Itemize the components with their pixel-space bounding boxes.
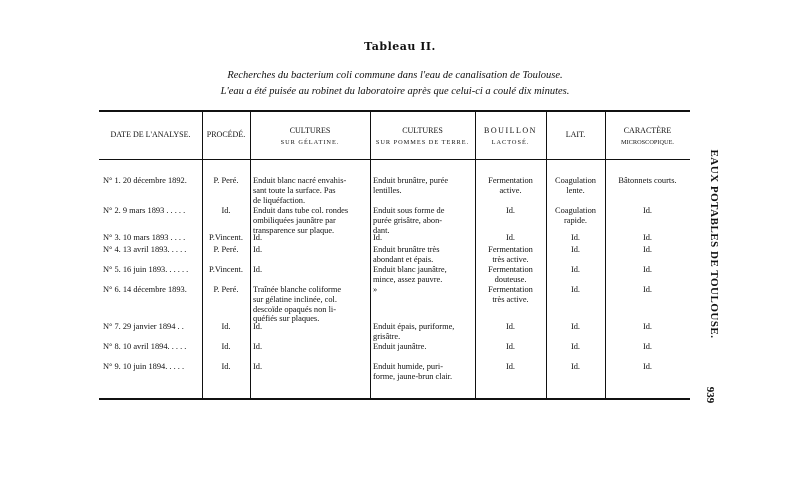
table-cell-gelatine: Id. <box>253 245 263 254</box>
page-number: 939 <box>704 386 716 404</box>
table-cell-gelatine: Traînée blanche coliforme sur gélatine inclinée, col. descoïde opaqués non li- quéfiés sur plaques. <box>253 285 342 324</box>
table-cell-procede: Id. <box>221 322 231 331</box>
table-cell-gelatine: Id. <box>253 265 263 274</box>
table-cell-gelatine: Id. <box>253 322 263 331</box>
table-cell-gelatine: Enduit dans tube col. rondes ombiliquées jaunâtre par transparence sur plaque. <box>253 206 349 235</box>
table-cell-bouillon: Fermentation douteuse. <box>488 265 533 284</box>
column-divider <box>250 112 251 398</box>
header-divider <box>99 159 690 160</box>
table-cell-pommes: Enduit jaunâtre. <box>373 342 427 351</box>
header-pommes: CULTURES SUR POMMES DE TERRE. <box>375 126 470 146</box>
table-cell-date: N° 1. 20 décembre 1892. <box>103 176 187 185</box>
table-cell-lait: Coagulation rapide. <box>555 206 596 225</box>
table-cell-procede: P.Vincent. <box>209 233 243 242</box>
table-cell-lait: Id. <box>570 233 581 242</box>
table-cell-date: N° 6. 14 décembre 1893. <box>103 285 187 294</box>
table-cell-pommes: Enduit sous forme de purée grisâtre, abon- dant. <box>373 206 445 235</box>
table-cell-date: N° 2. 9 mars 1893 . . . . . <box>103 206 186 215</box>
table-cell-date: N° 7. 29 janvier 1894 . . <box>103 322 184 331</box>
table-cell-date: N° 5. 16 juin 1893. . . . . . <box>103 265 189 274</box>
header-caractere: CARACTÈRE MICROSCOPIQUE. <box>620 126 674 146</box>
table-title: Tableau II. <box>364 40 436 53</box>
table-cell-pommes: Enduit brunâtre très abondant et épais. <box>373 245 440 264</box>
table-cell-procede: P. Peré. <box>213 285 239 294</box>
table-subtitle-2: L'eau a été puisée au robinet du laboratoire après que celui-ci a coulé dix minutes. <box>220 86 570 97</box>
table-cell-micro: Id. <box>642 285 653 294</box>
table-cell-micro: Id. <box>642 245 653 254</box>
table-cell-lait: Id. <box>570 245 581 254</box>
table-subtitle-1: Recherches du bacterium coli commune dans l'eau de canalisation de Toulouse. <box>227 70 563 81</box>
header-bouillon: BOUILLON LACTOSÉ. <box>484 126 537 146</box>
table-cell-gelatine: Id. <box>253 233 263 242</box>
table-cell-procede: P. Peré. <box>213 176 239 185</box>
table-cell-gelatine: Id. <box>253 362 263 371</box>
table-cell-micro: Id. <box>642 206 653 215</box>
table-cell-micro: Id. <box>642 322 653 331</box>
table-cell-date: N° 8. 10 avril 1894. . . . . <box>103 342 187 351</box>
table-cell-lait: Coagulation lente. <box>555 176 596 195</box>
table-cell-procede: P.Vincent. <box>209 265 243 274</box>
table-cell-lait: Id. <box>570 322 581 331</box>
column-divider <box>605 112 606 398</box>
header-date: DATE DE L'ANALYSE. <box>110 130 191 139</box>
table-cell-bouillon: Fermentation très active. <box>488 245 533 264</box>
table-cell-micro: Id. <box>642 362 653 371</box>
running-header: EAUX POTABLES DE TOULOUSE. <box>708 149 720 339</box>
header-lait: LAIT. <box>565 130 586 139</box>
table-cell-gelatine: Id. <box>253 342 263 351</box>
table-cell-lait: Id. <box>570 342 581 351</box>
table-cell-micro: Id. <box>642 265 653 274</box>
table-cell-micro: Bâtonnets courts. <box>618 176 677 185</box>
table-cell-date: N° 4. 13 avril 1893. . . . . <box>103 245 187 254</box>
table-cell-procede: P. Peré. <box>213 245 239 254</box>
table-cell-pommes: Enduit humide, puri- forme, jaune-brun clair. <box>373 362 453 381</box>
column-divider <box>546 112 547 398</box>
table-cell-date: N° 9. 10 juin 1894. . . . . <box>103 362 185 371</box>
results-table <box>99 110 690 400</box>
table-cell-bouillon: Id. <box>505 206 516 215</box>
table-cell-bouillon: Fermentation active. <box>488 176 533 195</box>
table-cell-pommes: » <box>373 285 378 294</box>
table-cell-procede: Id. <box>221 342 231 351</box>
table-cell-bouillon: Id. <box>505 322 516 331</box>
table-cell-bouillon: Id. <box>505 233 516 242</box>
table-cell-bouillon: Id. <box>505 342 516 351</box>
table-cell-bouillon: Id. <box>505 362 516 371</box>
table-cell-procede: Id. <box>221 206 231 215</box>
table-cell-date: N° 3. 10 mars 1893 . . . . <box>103 233 186 242</box>
table-cell-pommes: Enduit épais, puriforme, grisâtre. <box>373 322 455 341</box>
column-divider <box>202 112 203 398</box>
table-cell-micro: Id. <box>642 342 653 351</box>
table-cell-lait: Id. <box>570 285 581 294</box>
table-cell-pommes: Enduit brunâtre, purée lentilles. <box>373 176 449 195</box>
table-cell-procede: Id. <box>221 362 231 371</box>
table-cell-lait: Id. <box>570 265 581 274</box>
table-cell-bouillon: Fermentation très active. <box>488 285 533 304</box>
header-procede: PROCÉDÉ. <box>206 130 246 139</box>
table-cell-micro: Id. <box>642 233 653 242</box>
table-cell-pommes: Enduit blanc jaunâtre, mince, assez pauvre. <box>373 265 447 284</box>
header-gelatine: CULTURES SUR GÉLATINE. <box>280 126 340 146</box>
table-cell-lait: Id. <box>570 362 581 371</box>
table-cell-gelatine: Enduit blanc nacré envahis- sant toute la surface. Pas de liquéfaction. <box>253 176 347 205</box>
column-divider <box>370 112 371 398</box>
table-cell-pommes: Id. <box>373 233 383 242</box>
